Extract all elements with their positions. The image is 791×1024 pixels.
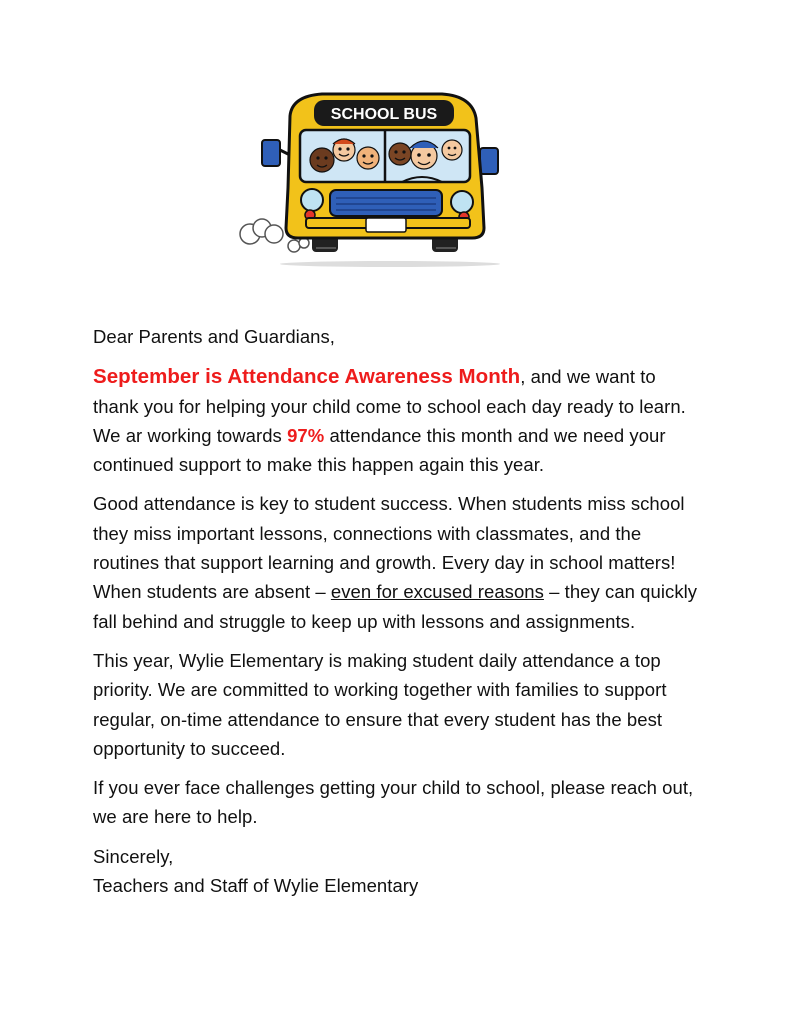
school-bus-illustration xyxy=(232,88,502,273)
paragraph-1-text-a: , and we want to thank you for helping your child come to school each day ready to learn. We ar working towards xyxy=(93,366,686,446)
attendance-month-highlight: September is Attendance Awareness Month xyxy=(93,365,521,389)
closing-word: Sincerely, xyxy=(93,845,174,867)
letter-body xyxy=(93,322,703,910)
paragraph-attendance-month xyxy=(93,362,703,479)
signature: Teachers and Staff of Wylie Elementary xyxy=(93,875,419,897)
paragraph-student-success xyxy=(93,489,703,635)
excused-reasons-emphasis: even for excused reasons xyxy=(330,581,544,603)
bus-sign-text: SCHOOL BUS xyxy=(330,106,438,123)
paragraph-help: If you ever face challenges getting your child to school, please reach out, we are here to help. xyxy=(93,777,694,828)
letter-closing xyxy=(93,842,703,901)
salutation: Dear Parents and Guardians, xyxy=(93,326,335,347)
paragraph-2-text-a: Good attendance is key to student success. When students miss school they miss important lessons, connections with classmates, and the routines that support learning and growth. Every day in school matters! When students are absent – xyxy=(93,493,685,603)
paragraph-1-text-b: attendance this month and we need your continued support to make this happen again this year. xyxy=(93,424,666,476)
paragraph-2-text-b: – they can quickly fall behind and struggle to keep up with lessons and assignments. xyxy=(93,581,698,632)
attendance-goal-percent: 97% xyxy=(287,424,325,446)
paragraph-priority: This year, Wylie Elementary is making student daily attendance a top priority. We are committed to working together with families to support regular, on-time attendance to ensure that every student has the best opportunity to succeed. xyxy=(93,649,667,759)
